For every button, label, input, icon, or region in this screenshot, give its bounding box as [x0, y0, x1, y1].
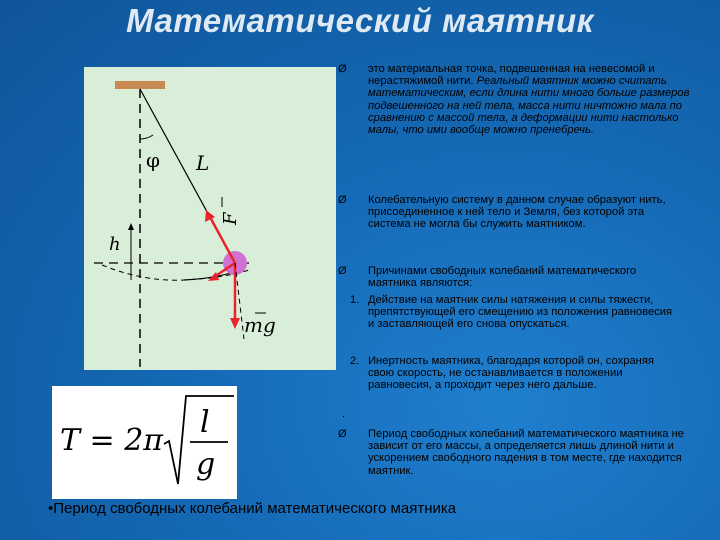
bullet-marker: Ø — [338, 194, 347, 206]
gravity-label: mg — [244, 313, 276, 337]
height-label: h — [109, 234, 121, 255]
cause-item-2-text: Инертность маятника, благодаря которой он, сохраняя свою скорость, не останавливается в положении равновесия, а проходит через него дальше. — [368, 355, 654, 392]
pendulum-figure — [84, 67, 336, 370]
ceiling-mount — [115, 81, 165, 89]
angle-label: φ — [146, 148, 161, 172]
bullet-period-text: Период свободных колебаний математического маятника не зависит от его массы, а определяется лишь длиной нити и ускорением свободного падения в том месте, где находится маятник. — [368, 428, 684, 477]
bullet-marker: Ø — [338, 428, 347, 440]
cause-item-1-text: Действие на маятник силы натяжения и силы тяжести, препятствующей его смещению из положения равновесия и заставляющей его снова опускаться. — [368, 294, 673, 331]
pendulum-diagram — [84, 67, 336, 370]
bullet-marker: Ø — [338, 63, 347, 75]
slide-title: Математический маятник — [126, 2, 594, 39]
formula-denominator: g — [196, 447, 216, 482]
period-formula — [52, 386, 237, 499]
cause-number: 2. — [350, 355, 360, 367]
length-label: L — [196, 151, 210, 175]
formula-numerator: l — [200, 405, 210, 440]
bullet-causes-text: Причинами свободных колебаний математического маятника являются: — [368, 265, 637, 290]
bullet-marker: Ø — [338, 265, 347, 277]
bullet-system-text: Колебательную систему в данном случае образуют нить, присоединенное к ней тело и Земля, без которой эта система не могла бы служить маятником. — [368, 194, 666, 231]
formula-svg — [52, 386, 237, 499]
extension-line — [235, 263, 244, 339]
footer-caption: •Период свободных колебаний математического маятника — [48, 500, 457, 517]
angle-arc — [140, 135, 153, 139]
bullet-definition-text: это материальная точка, подвешенная на невесомой и нерастяжимой нити. — [368, 63, 655, 88]
formula-lhs: T = 2π — [60, 423, 164, 458]
stray-dot-marker: . — [342, 408, 346, 420]
bullet-definition-italic: Реальный маятник можно считать математическим, если длина нити много больше размеров подвешенного на ней тела, масса нити ничтожно мала по сравнению с массой тела, а деформации нити настолько малы, что ими вообще можно пренебречь. — [368, 75, 690, 137]
cause-number: 1. — [350, 294, 360, 306]
force-label: F — [220, 212, 241, 225]
